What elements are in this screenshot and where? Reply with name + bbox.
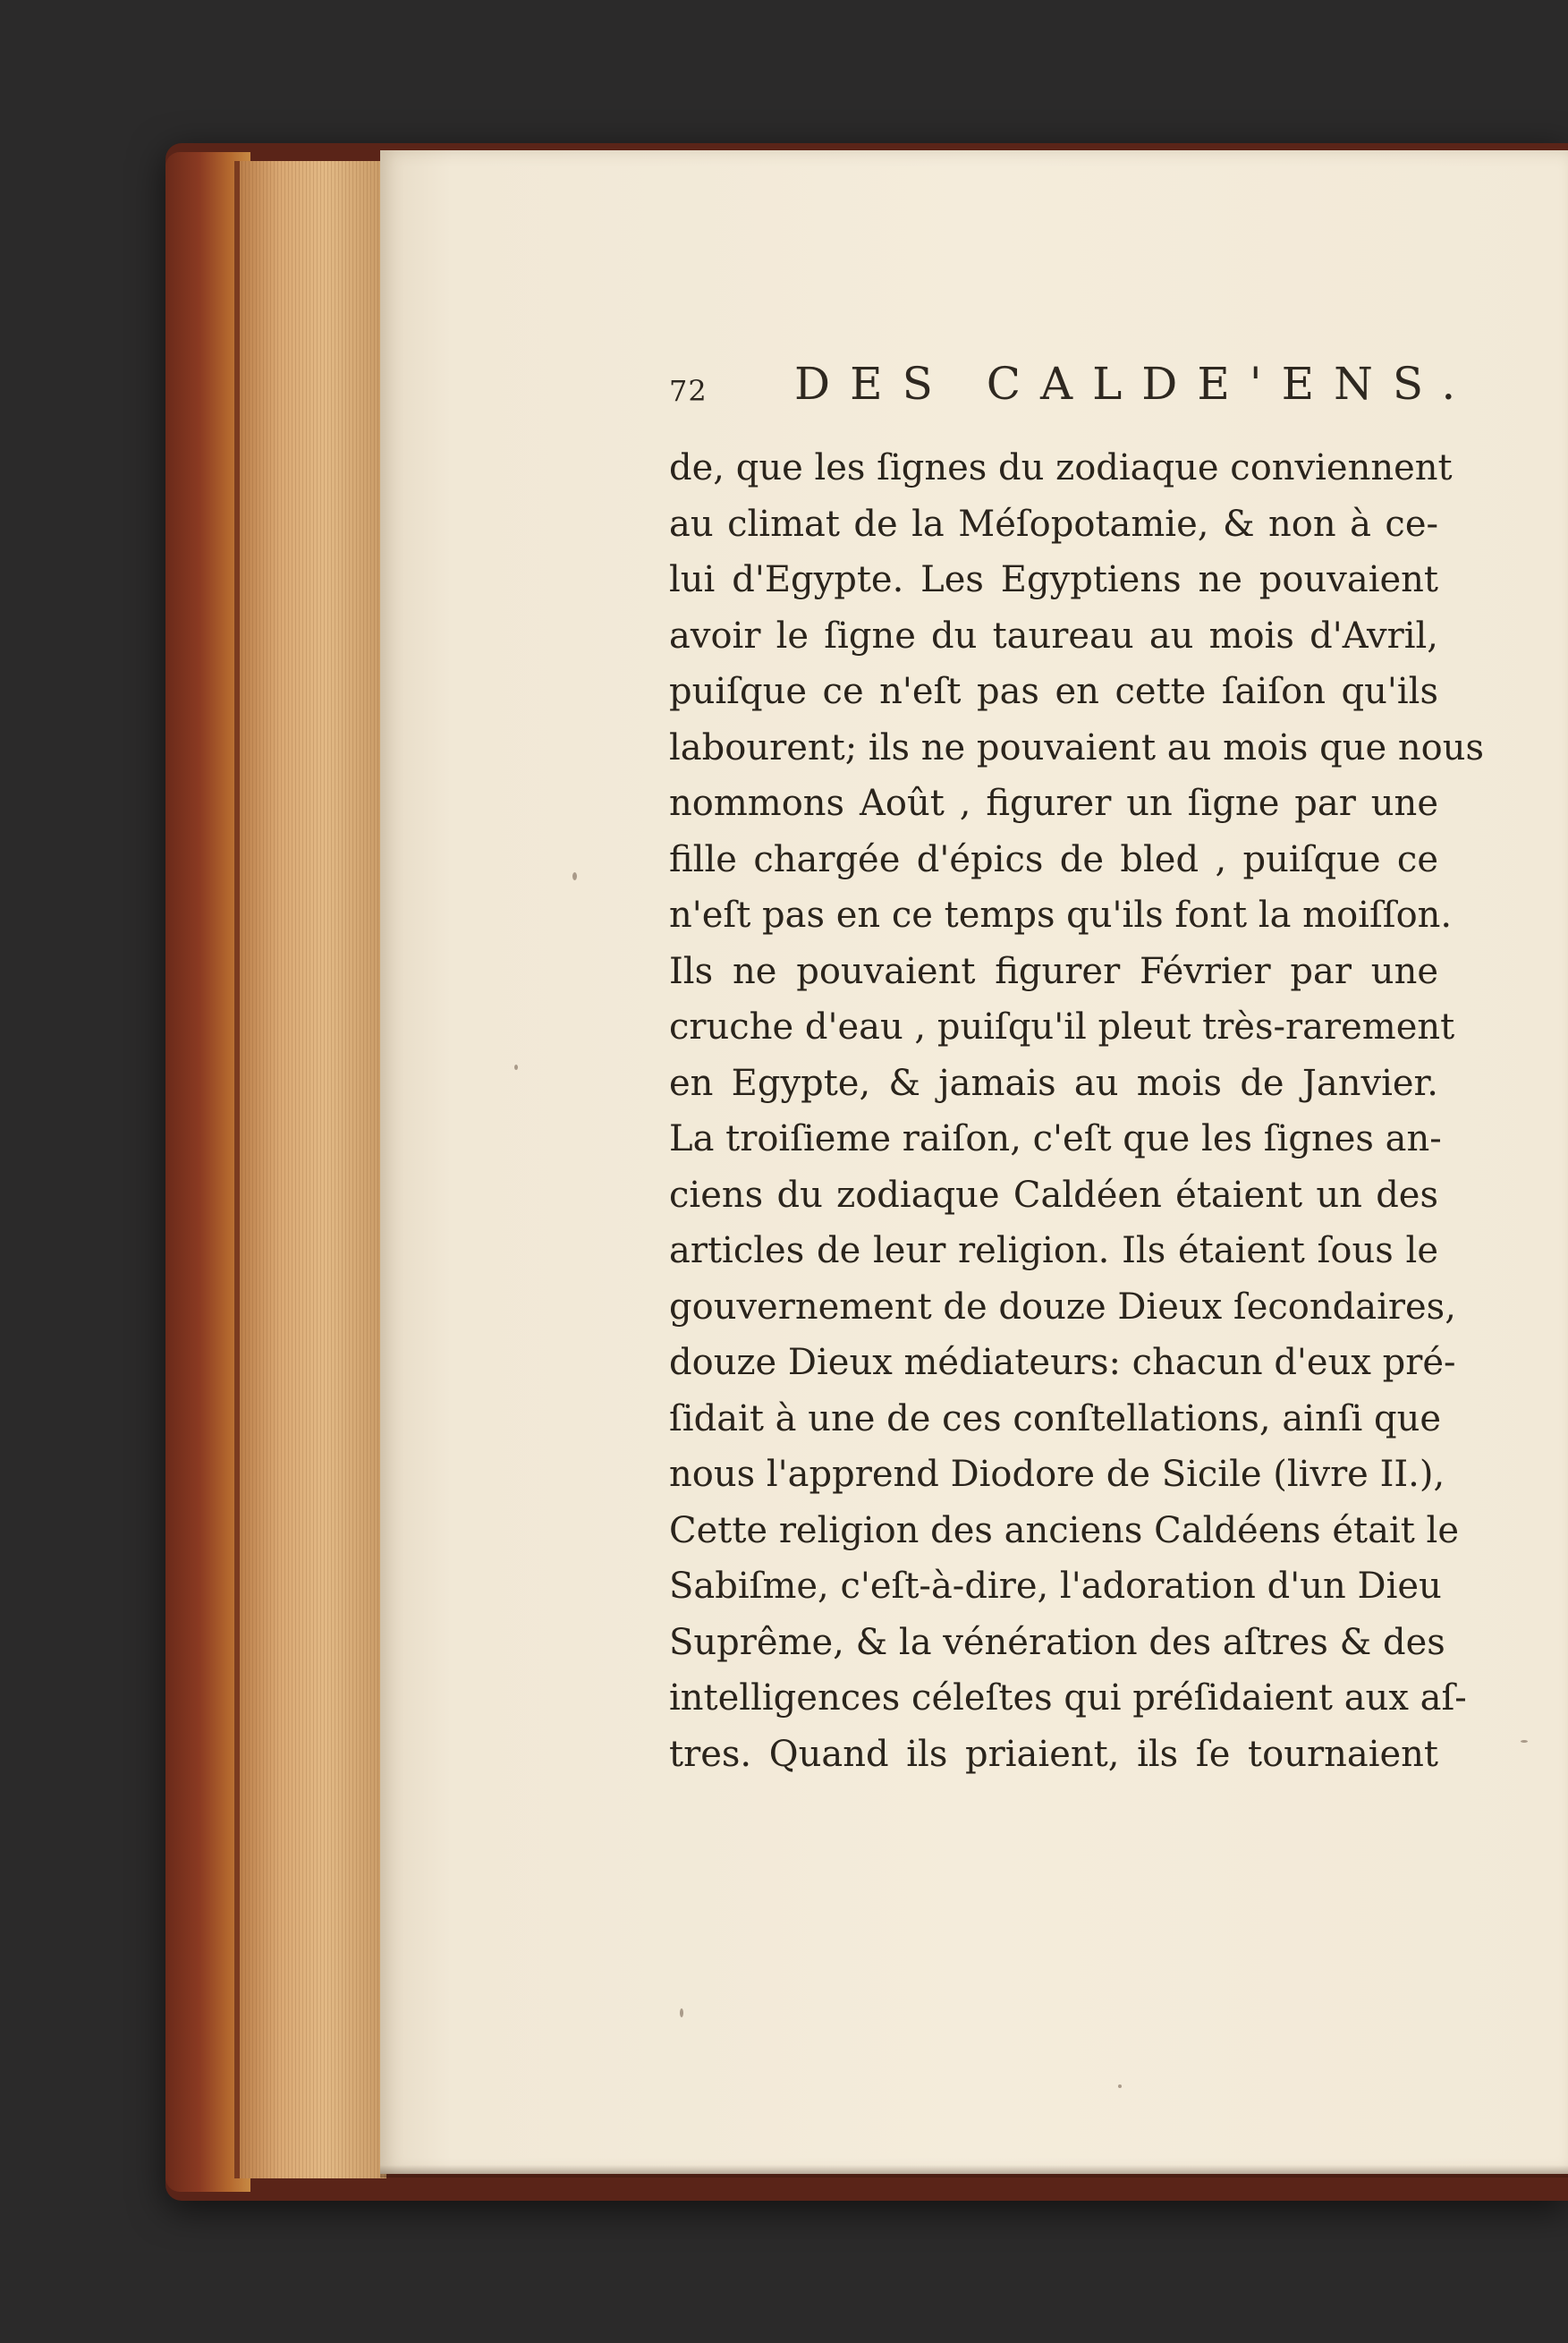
text-line: tres. Quand ils priaient, ils ſe tournaient [669,1733,1438,1775]
paper-speck [1521,1740,1528,1743]
text-line: de, que les ſignes du zodiaque conviennent [669,447,1453,488]
text-line: au climat de la Méſopotamie, & non à ce- [669,503,1438,545]
text-line: lui d'Egypte. Les Egyptiens ne pouvaient [669,559,1438,600]
page-shadow [380,2165,1568,2177]
cover-board-edge [234,161,240,2178]
text-line: nous l'apprend Diodore de Sicile (livre II.), [669,1454,1445,1495]
page-number: 72 [669,374,708,408]
text-line: labourent; ils ne pouvaient au mois que nous [669,726,1485,768]
text-line: en Egypte, & jamais au mois de Janvier. [669,1062,1438,1104]
text-line: Sabiſme, c'eſt-à-dire, l'adoration d'un Dieu [669,1566,1442,1607]
text-line: Ils ne pouvaient figurer Février par une [669,950,1438,992]
text-line: nommons Août , figurer un ſigne par une [669,783,1438,824]
text-line: Suprême, & la vénération des aſtres & des [669,1621,1445,1663]
text-line: La troiſieme raiſon, c'eſt que les ſignes an- [669,1118,1442,1159]
text-line: Cette religion des anciens Caldéens était le [669,1509,1459,1551]
paper-speck [680,2008,683,2017]
text-line: n'eſt pas en ce temps qu'ils font la moiſſon. [669,895,1453,936]
page-stack-edge [234,161,386,2178]
text-line: avoir le ſigne du taureau au mois d'Avril, [669,615,1438,657]
page-header [669,358,1476,420]
paper-speck [1118,2084,1122,2088]
text-line: fille chargée d'épics de bled , puiſque ce [669,838,1438,880]
text-line: cruche d'eau , puiſqu'il pleut très-rarement [669,1006,1455,1048]
text-line: douze Dieux médiateurs: chacun d'eux pré- [669,1342,1456,1383]
body-text [669,440,1485,1782]
text-line: puiſque ce n'eſt pas en cette ſaiſon qu'ils [669,671,1438,712]
text-line: articles de leur religion. Ils étaient ſous le [669,1230,1438,1271]
paper-speck [514,1065,518,1070]
text-line: ſidait à une de ces conſtellations, ainſi que [669,1397,1442,1439]
text-line: gouvernement de douze Dieux ſecondaires, [669,1286,1456,1328]
text-line: intelligences céleſtes qui préſidaient aux aſ- [669,1677,1467,1719]
running-head: DES CALDE'ENS. [794,358,1476,410]
text-line: ciens du zodiaque Caldéen étaient un des [669,1174,1438,1216]
paper-speck [572,872,577,880]
